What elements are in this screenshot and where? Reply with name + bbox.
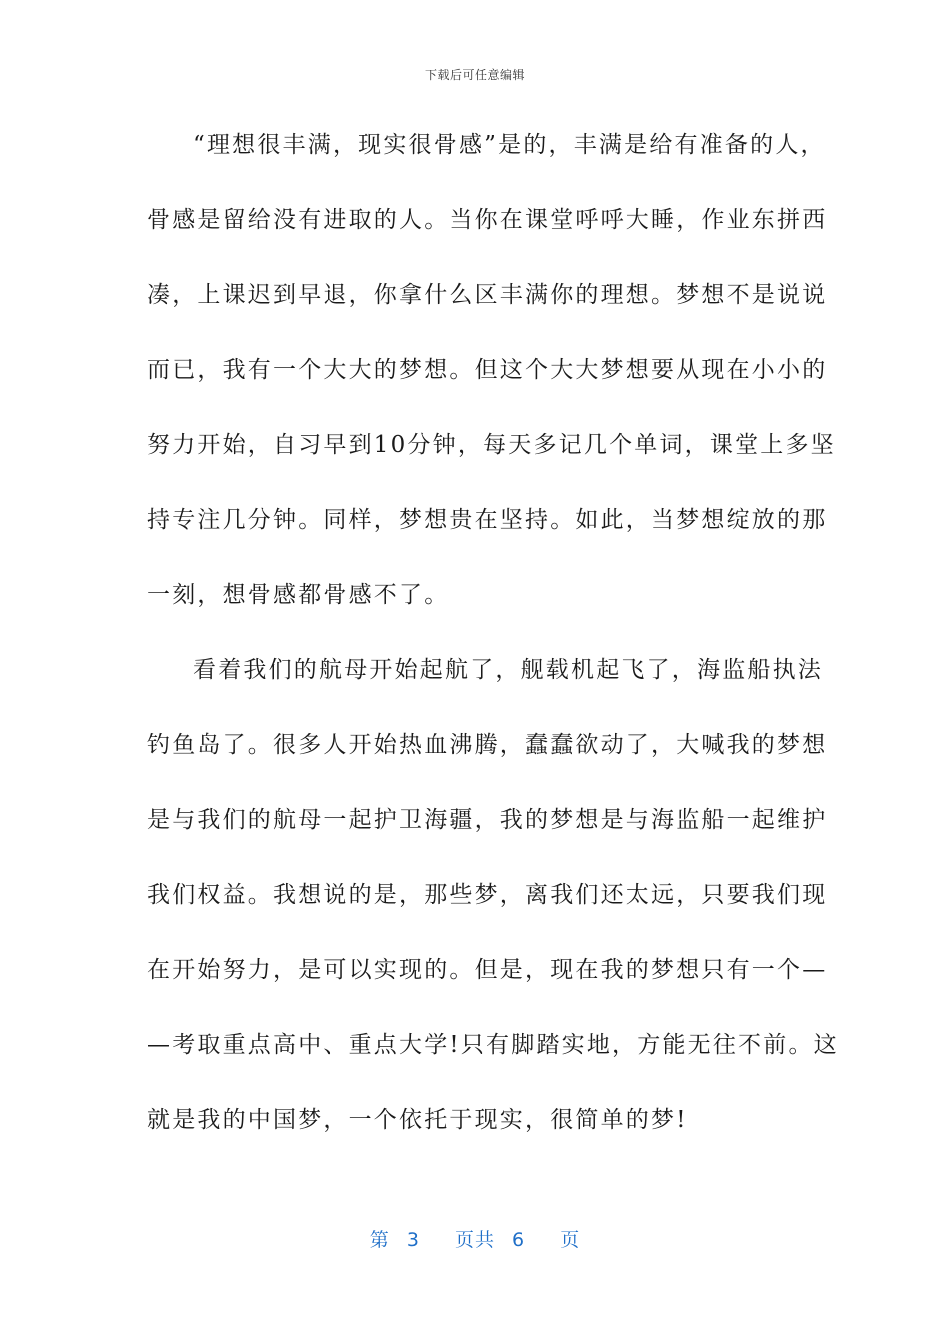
page-footer (0, 1225, 950, 1252)
footer-total-pages: 6 (512, 1229, 526, 1251)
paragraph-line: 骨感是留给没有进取的人。当你在课堂呼呼大睡，作业东拼西 (147, 207, 828, 233)
paragraph-line: 一刻，想骨感都骨感不了。 (147, 582, 450, 608)
paragraph-line: 持专注几分钟。同样，梦想贵在坚持。如此，当梦想绽放的那 (147, 507, 828, 533)
footer-middle: 页共 (454, 1229, 495, 1251)
document-body (147, 124, 839, 1174)
paragraph-line: 钓鱼岛了。很多人开始热血沸腾，蠢蠢欲动了，大喊我的梦想 (147, 732, 828, 758)
paragraph-line: 我们权益。我想说的是，那些梦，离我们还太远，只要我们现 (147, 882, 828, 908)
paragraph-line: 凑，上课迟到早退，你拿什么区丰满你的理想。梦想不是说说 (147, 282, 828, 308)
footer-current-page: 3 (406, 1229, 420, 1251)
paragraph-2 (147, 649, 839, 1174)
footer-prefix: 第 (369, 1229, 390, 1251)
paragraph-line: 在开始努力，是可以实现的。但是，现在我的梦想只有一个— (147, 957, 828, 983)
paragraph-line: 努力开始，自习早到10分钟，每天多记几个单词，课堂上多坚 (147, 432, 836, 458)
paragraph-line: “理想很丰满，现实很骨感”是的，丰满是给有准备的人， (193, 132, 826, 158)
paragraph-1 (147, 124, 836, 649)
paragraph-line: 就是我的中国梦，一个依托于现实，很简单的梦! (147, 1107, 688, 1133)
footer-suffix: 页 (560, 1229, 581, 1251)
paragraph-line: 看着我们的航母开始起航了，舰载机起飞了，海监船执法 (193, 657, 823, 683)
paragraph-line: 是与我们的航母一起护卫海疆，我的梦想是与海监船一起维护 (147, 807, 828, 833)
paragraph-line: 而已，我有一个大大的梦想。但这个大大梦想要从现在小小的 (147, 357, 828, 383)
page-header-note: 下载后可任意编辑 (424, 68, 525, 82)
paragraph-line: —考取重点高中、重点大学!只有脚踏实地，方能无往不前。这 (147, 1032, 839, 1058)
